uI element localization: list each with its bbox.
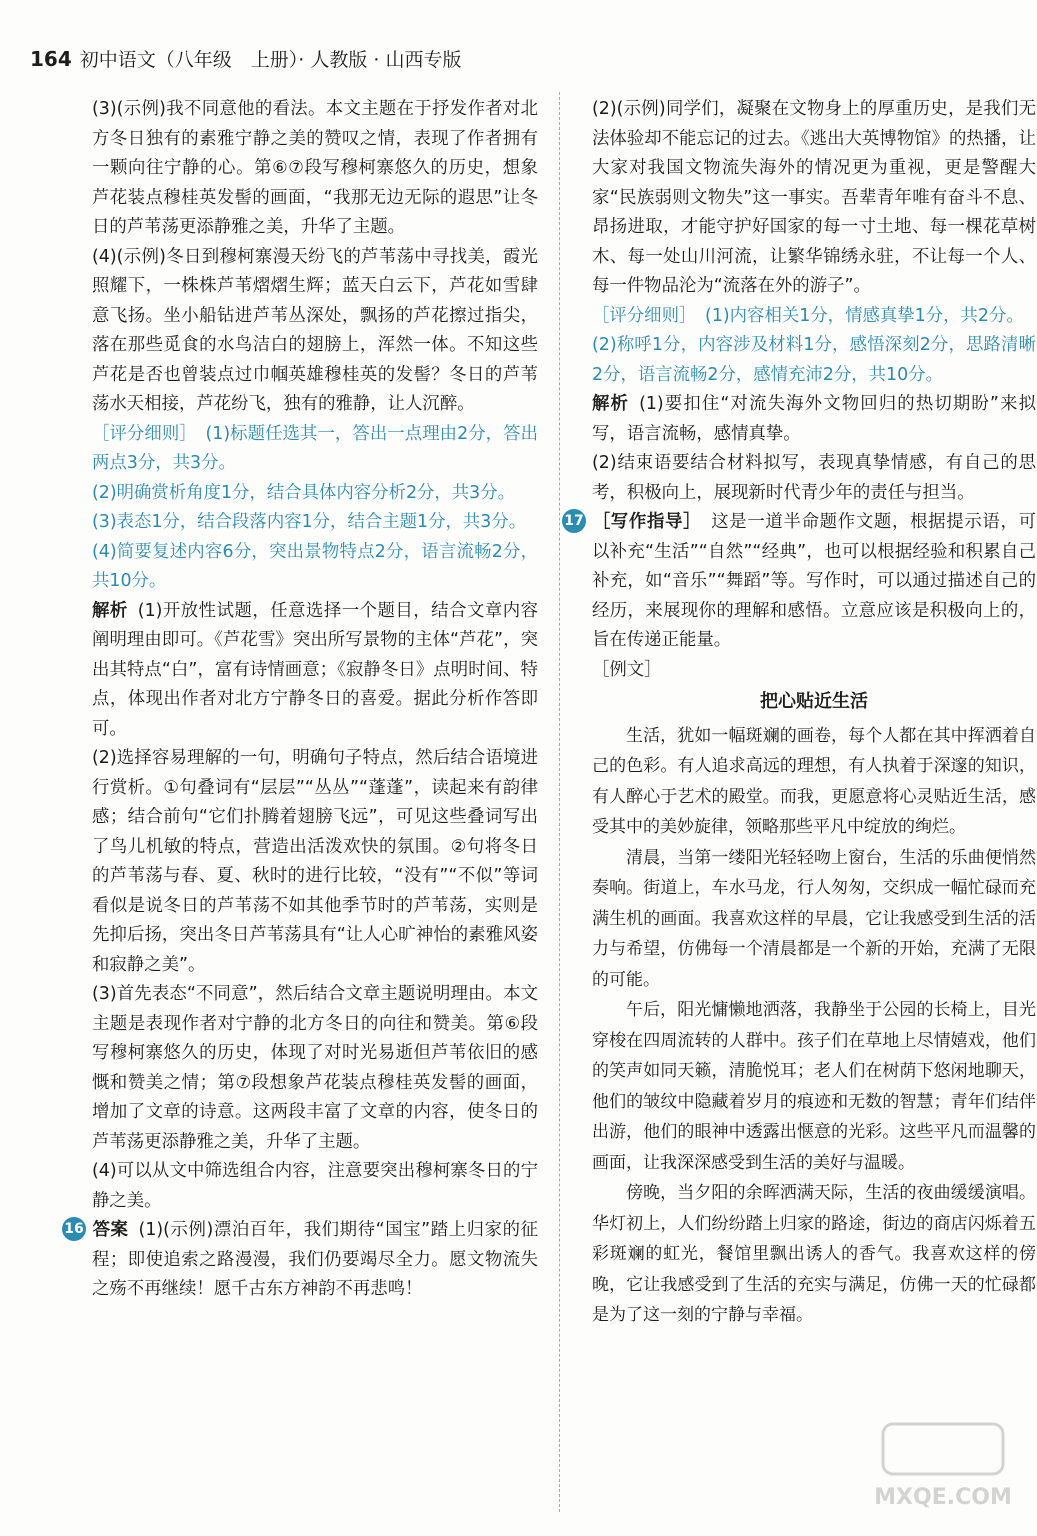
scoring-rules: ［评分细则］ (1)内容相关1分，情感真挚1分，共2分。	[592, 305, 1024, 326]
example-essay	[592, 721, 1036, 1331]
analysis-paragraph: 解析 (1)要扣住“对流失海外文物回归的热切期盼”来拟写，语言流畅，感情真挚。	[592, 394, 1036, 444]
answer-paragraph: (3)(示例)我不同意他的看法。本文主题在于抒发作者对北方冬日独有的素雅宁静之美的赞叹之情，表现了作者拥有一颗向往宁静的心。第⑥⑦段写穆柯寨悠久的历史，想象芦花装点穆桂英发髻的画面，“我那无边无际的遐思”让冬日的芦苇荡更添静雅之美，升华了主题。	[92, 99, 538, 237]
scoring-rules: ［评分细则］ (1)标题任选其一，答出一点理由2分，答出两点3分，共3分。	[92, 423, 538, 473]
watermark-logo	[873, 1416, 1013, 1516]
page-number: 164	[30, 47, 72, 71]
analysis-label: 解析	[92, 600, 128, 621]
essay-paragraph: 生活，犹如一幅斑斓的画卷，每个人都在其中挥洒着自己的色彩。有人追求高远的理想，有人执着于深邃的知识，有人醉心于艺术的殿堂。而我，更愿意将心灵贴近生活，感受其中的美妙旋律，领略那些平凡中绽放的绚烂。	[592, 725, 1036, 837]
example-label: ［例文］	[592, 659, 662, 680]
scoring-rules: (4)简要复述内容6分，突出景物特点2分，语言流畅2分，共10分。	[92, 541, 538, 591]
question-16: 16 答案 (1)(示例)漂泊百年，我们期待“国宝”踏上归家的征程；即使追索之路漫漫，我们仍要竭尽全力。愿文物流失之殇不再继续！愿千古东方神韵不再悲鸣！	[92, 1216, 538, 1305]
essay-paragraph: 午后，阳光慵懒地洒落，我静坐于公园的长椅上，目光穿梭在四周流转的人群中。孩子们在草地上尽情嬉戏，他们的笑声如同天籁，清脆悦耳；老人们在树荫下悠闲地聊天，他们的皱纹中隐藏着岁月的痕迹和无数的智慧；青年们结伴出游，他们的眼神中透露出惬意的光彩。这些平凡而温馨的画面，让我深深感受到生活的美好与温暖。	[592, 1000, 1036, 1173]
scoring-rules: (2)称呼1分，内容涉及材料1分，感悟深刻2分，思路清晰2分，语言流畅2分，感情充沛2分，共10分。	[592, 335, 1036, 385]
analysis-paragraph: (3)首先表态“不同意”，然后结合文章主题说明理由。本文主题是表现作者对宁静的北方冬日的向往和赞美。第⑥段写穆柯寨悠久的历史，体现了对时光易逝但芦苇依旧的感慨和赞美之情；第⑦段想象芦花装点穆桂英发髻的画面，增加了文章的诗意。这两段丰富了文章的内容，使冬日的芦苇荡更添静雅之美，升华了主题。	[92, 984, 538, 1152]
answer-paragraph: (4)(示例)冬日到穆柯寨漫天纷飞的芦苇荡中寻找美，霞光照耀下，一株株芦苇熠熠生辉；蓝天白云下，芦花如雪肆意飞扬。坐小船钻进芦苇丛深处，飘扬的芦花擦过指尖，落在那些觅食的水鸟洁白的翅膀上，浑然一体。不知这些芦花是否也曾装点过巾帼英雄穆桂英的发髻？冬日的芦苇荡水天相接，芦花纷飞，独有的雅静，让人沉醉。	[92, 246, 538, 414]
scoring-rules: (2)明确赏析角度1分，结合具体内容分析2分，共3分。	[92, 482, 516, 503]
right-column	[564, 95, 1036, 1331]
analysis-paragraph: 解析 (1)开放性试题，任意选择一个题目，结合文章内容阐明理由即可。《芦花雪》突出所写景物的主体“芦花”，突出其特点“白”，富有诗情画意；《寂静冬日》点明时间、特点，体现出作者对北方宁静冬日的喜爱。据此分析作答即可。	[92, 600, 538, 739]
essay-title: 把心贴近生活	[760, 691, 868, 712]
essay-paragraph: 清晨，当第一缕阳光轻轻吻上窗台，生活的乐曲便悄然奏响。街道上，车水马龙，行人匆匆，交织成一幅忙碌而充满生机的画面。我喜欢这样的早晨，它让我感受到生活的活力与希望，仿佛每一个清晨都是一个新的开始，充满了无限的可能。	[592, 847, 1036, 990]
book-title: 初中语文（八年级 上册）· 人教版 · 山西专版	[79, 49, 462, 71]
question-number-badge: 17	[562, 509, 586, 533]
scoring-rules: (3)表态1分，结合段落内容1分，结合主题1分，共3分。	[92, 512, 527, 532]
page-header	[30, 44, 461, 74]
question-17: 17 ［写作指导］ 这是一道半命题作文题，根据提示语，可以补充“生活”“自然”“经典”，也可以根据经验和积累自己补充，如“音乐”“舞蹈”等。写作时，可以通过描述自己的经历，来展现你的理解和感悟。立意应该是积极向上的，旨在传递正能量。	[592, 508, 1036, 656]
column-divider	[559, 92, 560, 1512]
analysis-label: 解析	[592, 394, 630, 414]
analysis-paragraph: (4)可以从文中筛选组合内容，注意要突出穆柯寨冬日的宁静之美。	[92, 1161, 538, 1211]
question-number-badge: 16	[62, 1217, 86, 1241]
essay-paragraph: 傍晚，当夕阳的余晖洒满天际，生活的夜曲缓缓演唱。华灯初上，人们纷纷踏上归家的路途，街边的商店闪烁着五彩斑斓的虹光，餐馆里飘出诱人的香气。我喜欢这样的傍晚，它让我感受到了生活的充实与满足，仿佛一天的忙碌都是为了这一刻的宁静与幸福。	[592, 1183, 1036, 1325]
answer-paragraph: (2)(示例)同学们，凝聚在文物身上的厚重历史，是我们无法体验却不能忘记的过去。《逃出大英博物馆》的热播，让大家对我国文物流失海外的情况更为重视，更是警醒大家“民族弱则文物失”这一事实。吾辈青年唯有奋斗不息、昂扬进取，才能守护好国家的每一寸土地、每一棵花草树木、每一处山川河流，让繁华锦绣永驻，不让每一个人、每一件物品沦为“流落在外的游子”。	[592, 99, 1036, 296]
analysis-paragraph: (2)结束语要结合材料拟写，表现真挚情感，有自己的思考，积极向上，展现新时代青少年的责任与担当。	[592, 453, 1036, 503]
left-column	[64, 95, 538, 1305]
writing-guide-label: ［写作指导］	[592, 512, 702, 532]
answer-label: 答案	[92, 1220, 129, 1240]
analysis-paragraph: (2)选择容易理解的一句，明确句子特点，然后结合语境进行赏析。①句叠词有“层层”“丛丛”“蓬蓬”，读起来有韵律感；结合前句“它们扑腾着翅膀飞远”，可见这些叠词写出了鸟儿机敏的特点，营造出活泼欢快的氛围。②句将冬日的芦苇荡与春、夏、秋时的进行比较，“没有”“不似”等词看似是说冬日的芦苇荡不如其他季节时的芦苇荡，实则是先抑后扬，突出冬日芦苇荡具有“让人心旷神怡的素雅风姿和寂静之美”。	[92, 748, 538, 975]
watermark-text: MXQE.COM	[874, 1485, 1012, 1510]
